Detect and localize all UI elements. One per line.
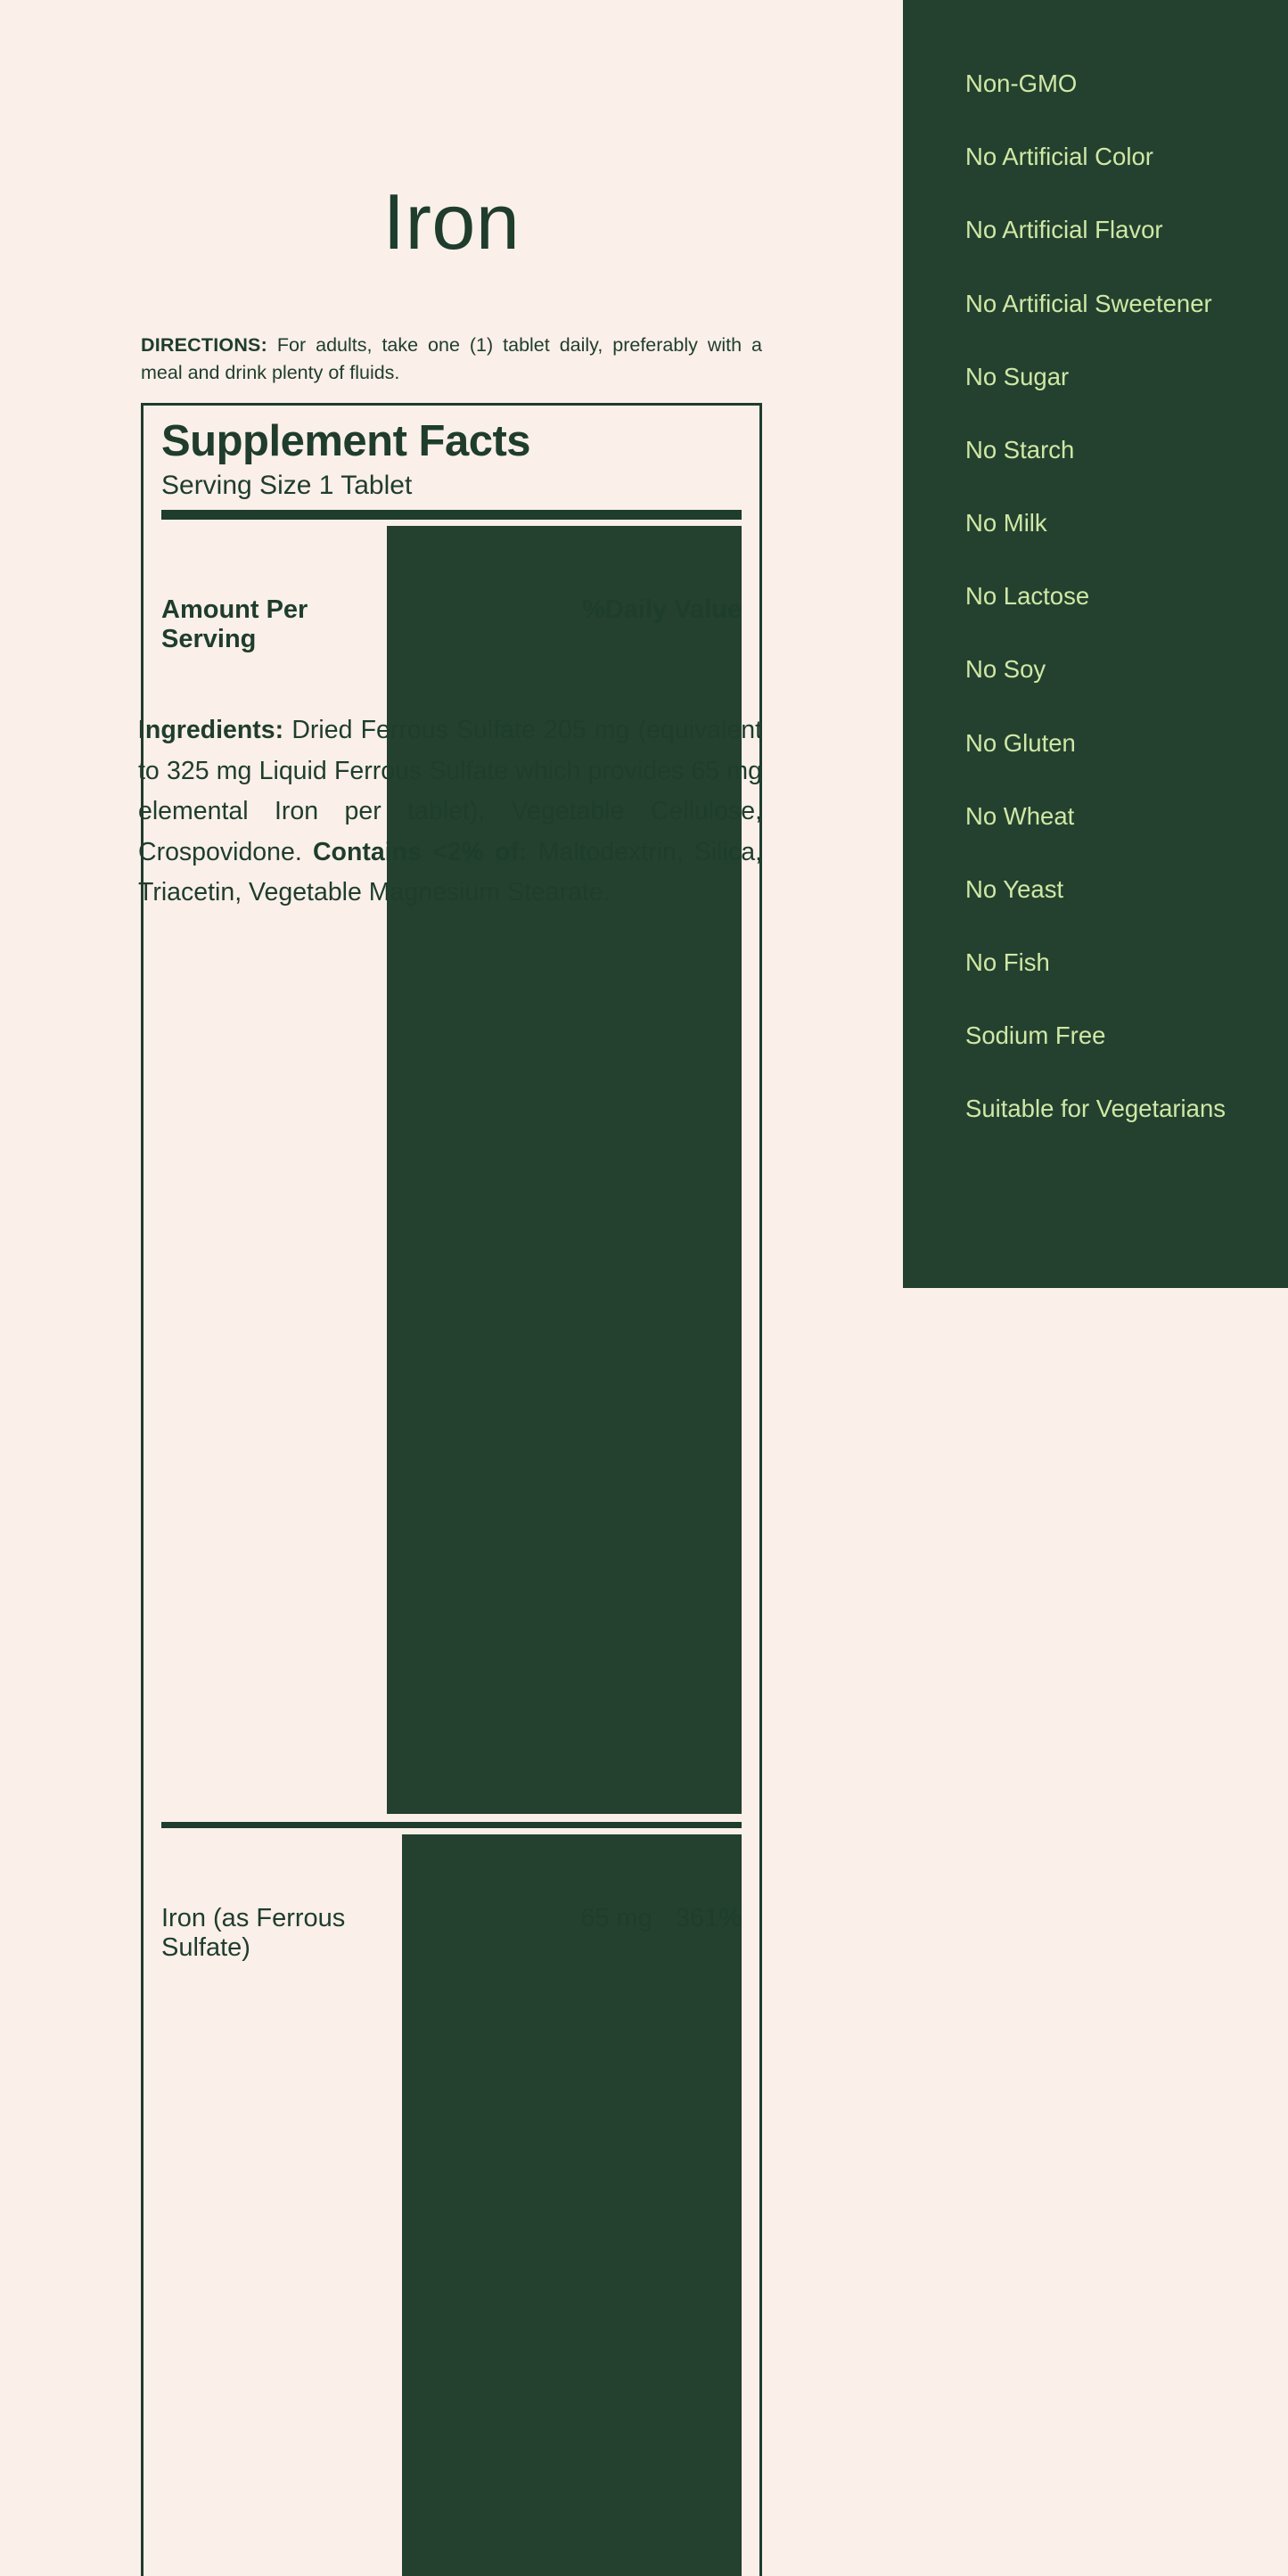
claims-sidebar <box>903 0 1288 1288</box>
claim-item: No Artificial Flavor <box>965 216 1163 244</box>
claim-item: No Sugar <box>965 362 1070 390</box>
ingredients-text: Dried Ferrous Sulfate 205 mg (equivalent to 325 mg Liquid Ferrous Sulfate which provides 65 mg elemental Iron per tablet), Vegetable Cellulose, Crospovidone. <box>138 716 762 866</box>
daily-value-header: %Daily Value <box>387 526 742 1814</box>
divider-mid <box>161 1822 742 1828</box>
contains-text: Maltodextrin, Silica, Triacetin, Vegetable Magnesium Stearate. <box>138 837 762 907</box>
claim-item: No Gluten <box>965 728 1076 757</box>
serving-size: Serving Size 1 Tablet <box>161 470 413 500</box>
claim-item: No Artificial Color <box>965 143 1153 171</box>
ingredients-label: Ingredients: <box>138 716 284 744</box>
directions-block <box>141 332 762 387</box>
ingredients-block <box>138 710 762 914</box>
directions-text: For adults, take one (1) tablet daily, preferably with a meal and drink plenty of fluids. <box>141 334 762 384</box>
claim-item: No Milk <box>965 509 1047 537</box>
nutrient-amount: 65 mg <box>580 1904 652 1933</box>
claim-item: No Soy <box>965 655 1046 684</box>
nutrient-daily-value: 361% <box>675 1904 742 1933</box>
contains-label: Contains <2% of: <box>312 837 528 866</box>
claim-item: Suitable for Vegetarians <box>965 1095 1226 1123</box>
table-row <box>161 1828 742 2576</box>
amount-per-serving-header: Amount Per Serving <box>161 595 308 654</box>
claim-item: No Artificial Sweetener <box>965 289 1212 317</box>
claim-item: No Wheat <box>965 801 1075 830</box>
claim-item: No Starch <box>965 435 1075 464</box>
claim-item: Sodium Free <box>965 1021 1106 1050</box>
claim-item: No Yeast <box>965 874 1064 903</box>
divider-thick-top <box>161 510 742 520</box>
nutrient-values <box>402 1834 742 2576</box>
nutrient-name: Iron (as Ferrous Sulfate) <box>161 1904 346 1963</box>
directions-label: DIRECTIONS: <box>141 334 267 356</box>
supplement-facts-title: Supplement Facts <box>161 417 531 465</box>
claim-item: No Lactose <box>965 582 1090 611</box>
page-title: Iron <box>382 177 521 266</box>
claim-item: Non-GMO <box>965 70 1078 97</box>
claim-item: No Fish <box>965 948 1050 977</box>
